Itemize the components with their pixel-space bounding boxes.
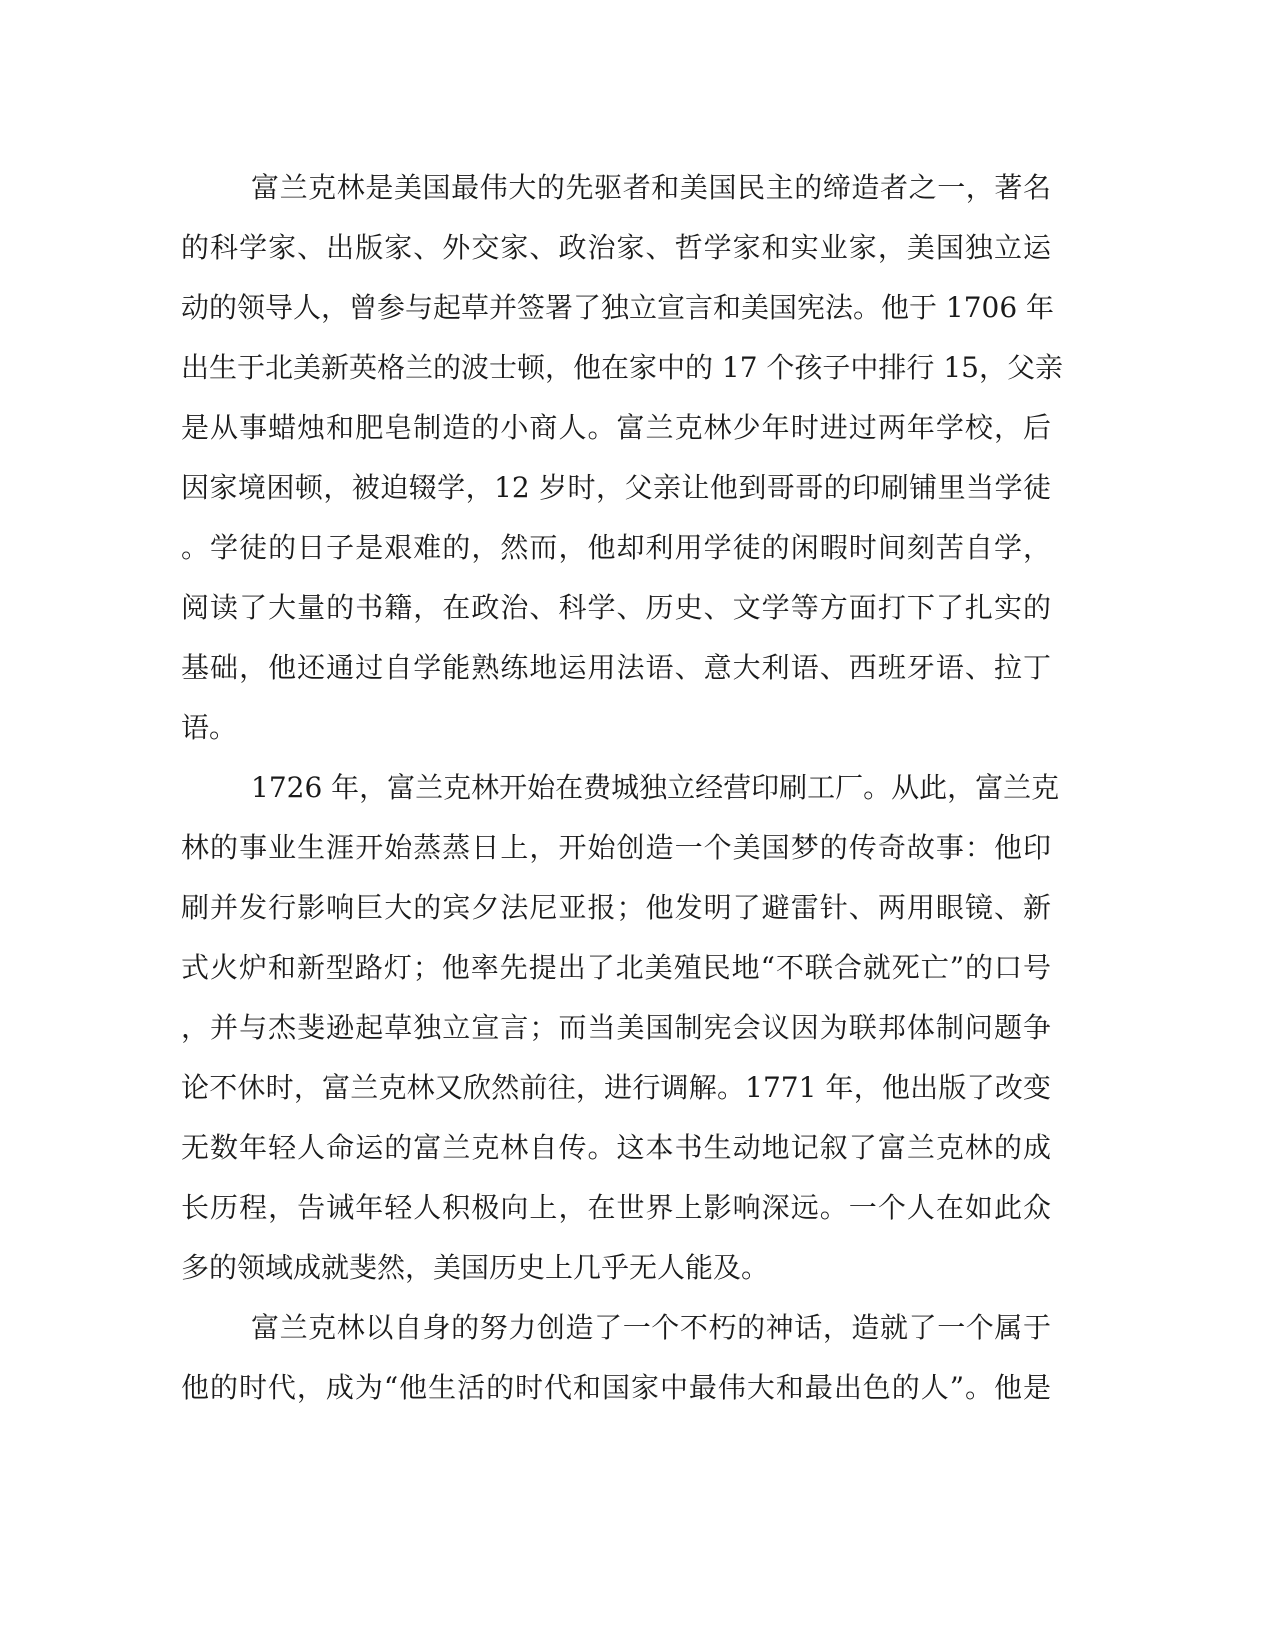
paragraph-legacy — [181, 1298, 1051, 1418]
text-line: 出生于北美新英格兰的波士顿，他在家中的 17 个孩子中排行 15，父亲 — [181, 351, 1063, 384]
paragraph-biography-intro — [181, 158, 1063, 758]
text-line: 无数年轻人命运的富兰克林自传。这本书生动地记叙了富兰克林的成 — [181, 1131, 1051, 1164]
text-line: 富兰克林以自身的努力创造了一个不朽的神话，造就了一个属于 — [251, 1311, 1051, 1344]
text-line: 因家境困顿，被迫辍学，12 岁时，父亲让他到哥哥的印刷铺里当学徒 — [181, 471, 1051, 504]
text-line: 语。 — [181, 711, 238, 744]
text-line: 。学徒的日子是艰难的，然而，他却利用学徒的闲暇时间刻苦自学， — [181, 531, 1051, 564]
text-line: 动的领导人，曾参与起草并签署了独立宣言和美国宪法。他于 1706 年 — [181, 291, 1055, 324]
body-text — [181, 158, 1063, 1418]
text-line: 1726 年，富兰克林开始在费城独立经营印刷工厂。从此，富兰克 — [251, 771, 1060, 804]
text-line: 刷并发行影响巨大的宾夕法尼亚报；他发明了避雷针、两用眼镜、新 — [181, 891, 1051, 924]
text-line: 论不休时，富兰克林又欣然前往，进行调解。1771 年，他出版了改变 — [181, 1071, 1051, 1104]
text-line: 的科学家、出版家、外交家、政治家、哲学家和实业家，美国独立运 — [181, 231, 1051, 264]
text-line: 多的领域成就斐然，美国历史上几乎无人能及。 — [181, 1251, 770, 1284]
text-line: 基础，他还通过自学能熟练地运用法语、意大利语、西班牙语、拉丁 — [181, 651, 1051, 684]
text-line: 式火炉和新型路灯；他率先提出了北美殖民地“不联合就死亡”的口号 — [181, 951, 1051, 984]
text-line: ，并与杰斐逊起草独立宣言；而当美国制宪会议因为联邦体制问题争 — [181, 1011, 1051, 1044]
paragraph-career — [181, 758, 1060, 1298]
text-line: 长历程，告诫年轻人积极向上，在世界上影响深远。一个人在如此众 — [181, 1191, 1051, 1224]
text-line: 富兰克林是美国最伟大的先驱者和美国民主的缔造者之一，著名 — [251, 171, 1051, 204]
text-line: 他的时代，成为“他生活的时代和国家中最伟大和最出色的人”。他是 — [181, 1371, 1051, 1404]
text-line: 是从事蜡烛和肥皂制造的小商人。富兰克林少年时进过两年学校，后 — [181, 411, 1051, 444]
text-line: 阅读了大量的书籍，在政治、科学、历史、文学等方面打下了扎实的 — [181, 591, 1051, 624]
text-line: 林的事业生涯开始蒸蒸日上，开始创造一个美国梦的传奇故事：他印 — [181, 831, 1051, 864]
